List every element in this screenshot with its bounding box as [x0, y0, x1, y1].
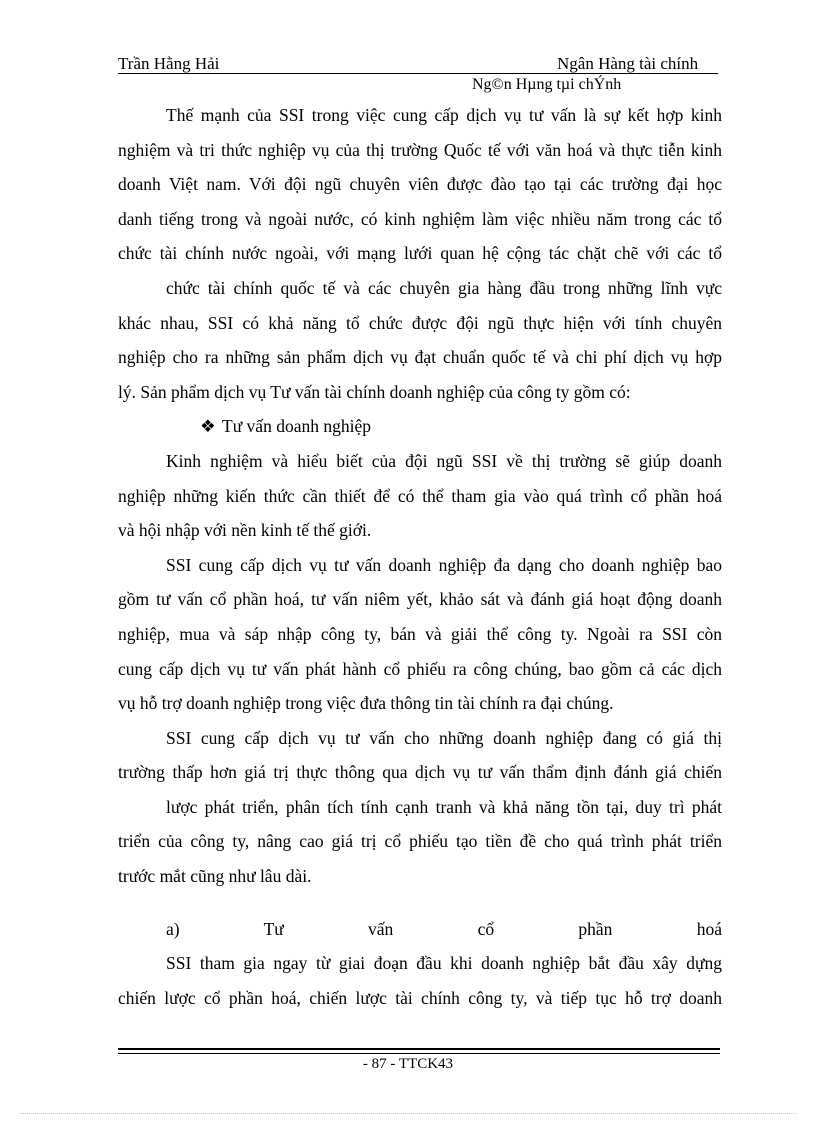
text-line: gồm tư vấn cổ phần hoá, tư vấn niêm yết, khảo sát và đánh giá hoạt động doanh: [118, 589, 722, 610]
text-line: vụ hỗ trợ doanh nghiệp trong việc đưa thông tin tài chính ra đại chúng.: [118, 693, 614, 714]
header-section: Ngân Hàng tài chính: [557, 54, 699, 73]
footer-divider-thick: [118, 1048, 720, 1050]
text-line: chức tài chính nước ngoài, với mạng lưới quan hệ cộng tác chặt chẽ với các tổ: [118, 243, 722, 264]
document-body: [118, 98, 722, 1015]
text-line: lược phát triển, phân tích tính cạnh tranh và khả năng tồn tại, duy trì phát: [166, 796, 722, 817]
text-line: cung cấp dịch vụ tư vấn phát hành cổ phiếu ra công chúng, bao gồm cả các dịch: [118, 658, 722, 679]
text-line: nghiệm và tri thức nghiệp vụ của thị trường Quốc tế với văn hoá và thực tiễn kinh: [118, 139, 722, 160]
text-line: SSI cung cấp dịch vụ tư vấn cho những doanh nghiệp đang có giá thị: [166, 727, 722, 748]
page-number: - 87 - TTCK43: [362, 1056, 454, 1072]
text-line: Kinh nghiệm và hiểu biết của đội ngũ SSI về thị trường sẽ giúp doanh: [166, 450, 722, 471]
text-line: SSI cung cấp dịch vụ tư vấn doanh nghiệp đa dạng cho doanh nghiệp bao: [166, 554, 722, 575]
header-divider: [118, 73, 718, 74]
text-line: doanh Việt nam. Với đội ngũ chuyên viên được đào tạo tại các trường đại học: [118, 174, 722, 195]
text-line: nghiệp, mua và sáp nhập công ty, bán và giải thể công ty. Ngoài ra SSI còn: [118, 623, 722, 644]
header-author: Trần Hằng Hải: [118, 54, 220, 73]
text-line: lý. Sản phẩm dịch vụ Tư vấn tài chính doanh nghiệp của công ty gồm có:: [118, 381, 631, 402]
text-line: chức tài chính quốc tế và các chuyên gia hàng đầu trong những lĩnh vực: [166, 277, 722, 298]
text-line: nghiệp những kiến thức cần thiết để có thể tham gia vào quá trình cổ phần hoá: [118, 485, 722, 506]
section-heading: a) Tư vấn cổ phần hoá: [166, 918, 722, 939]
text-line: trước mắt cũng như lâu dài.: [118, 866, 312, 887]
text-line: SSI tham gia ngay từ giai đoạn đầu khi doanh nghiệp bắt đầu xây dựng: [166, 953, 722, 974]
text-line: nghiệp cho ra những sản phẩm dịch vụ đạt chuẩn quốc tế và chi phí dịch vụ hợp: [118, 347, 722, 368]
header-section-garbled: Ng©n Hµng tµi chÝnh: [472, 76, 622, 93]
text-line: Thế mạnh của SSI trong việc cung cấp dịch vụ tư vấn là sự kết hợp kinh: [166, 105, 722, 125]
diamond-bullet-icon: ❖: [200, 416, 216, 437]
text-line: và hội nhập với nền kinh tế thế giới.: [118, 520, 372, 541]
page-boundary: [20, 1113, 796, 1114]
footer-divider-thin: [118, 1053, 720, 1054]
text-line: chiến lược cổ phần hoá, chiến lược tài chính công ty, và tiếp tục hỗ trợ doanh: [118, 987, 722, 1008]
text-line: danh tiếng trong và ngoài nước, có kinh nghiệm làm việc nhiều năm trong các tổ: [118, 208, 722, 229]
text-line: khác nhau, SSI có khả năng tổ chức được đội ngũ thực hiện với tính chuyên: [118, 312, 722, 333]
text-line: triển của công ty, nâng cao giá trị cổ phiếu tạo tiền đề cho quá trình phát triển: [118, 831, 722, 852]
bullet-text: Tư vấn doanh nghiệp: [222, 416, 371, 437]
text-line: trường thấp hơn giá trị thực thông qua dịch vụ tư vấn thẩm định đánh giá chiến: [118, 762, 722, 783]
bullet-item: [118, 409, 722, 444]
